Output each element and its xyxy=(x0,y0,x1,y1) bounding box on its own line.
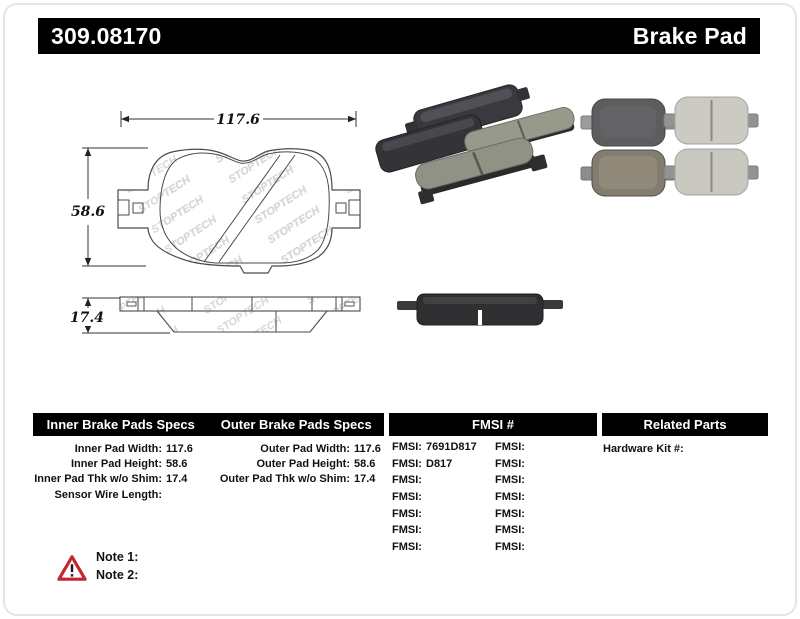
outer-pad-height-label: Outer Pad Height: xyxy=(256,458,350,471)
table-row xyxy=(392,439,477,456)
table-row xyxy=(495,539,529,556)
title-bar xyxy=(38,18,760,54)
outer-pad-width-label: Outer Pad Width: xyxy=(260,442,350,455)
part-number: 309.08170 xyxy=(51,22,162,49)
fmsi-label: FMSI: xyxy=(495,441,525,454)
photo-pads-angle xyxy=(374,80,577,205)
fmsi-label: FMSI: xyxy=(392,507,422,520)
friction-pad-outline xyxy=(160,152,329,263)
side-view-drawing xyxy=(120,297,360,332)
table-row xyxy=(392,456,477,473)
outer-pad-height-value: 58.6 xyxy=(354,458,376,471)
front-view-drawing xyxy=(118,149,360,273)
flat-pad-back-top xyxy=(581,99,676,146)
table-row xyxy=(603,441,688,456)
outer-specs-header: Outer Brake Pads Specs xyxy=(220,417,372,432)
outer-specs-table xyxy=(205,441,381,487)
table-row xyxy=(205,441,381,456)
fmsi-label: FMSI: xyxy=(392,457,422,470)
fmsi-label: FMSI: xyxy=(495,540,525,553)
table-row xyxy=(495,522,529,539)
fmsi-label: FMSI: xyxy=(495,474,525,487)
page-title: Brake Pad xyxy=(632,22,747,49)
flat-pad-friction-top xyxy=(664,97,758,144)
related-parts-header-bar xyxy=(602,413,768,436)
table-row xyxy=(20,456,193,471)
table-row xyxy=(20,487,193,502)
table-row xyxy=(20,472,193,487)
side-backing-plate xyxy=(120,297,360,311)
table-row xyxy=(20,441,193,456)
table-row xyxy=(495,472,529,489)
specs-header-bar xyxy=(33,413,384,436)
related-parts-table xyxy=(603,441,688,456)
inner-pad-width-value: 117.6 xyxy=(166,442,193,455)
inner-pad-height-label: Inner Pad Height: xyxy=(70,458,162,471)
flat-pad-back-bottom xyxy=(581,150,676,196)
notes xyxy=(96,549,138,584)
outer-pad-thickness-value: 17.4 xyxy=(354,473,376,486)
fmsi-value: D817 xyxy=(426,457,453,470)
photo-pad-edge xyxy=(397,294,563,325)
fmsi-label: FMSI: xyxy=(392,540,422,553)
left-ear-notch xyxy=(118,200,129,215)
table-row xyxy=(392,489,477,506)
outer-pad-thickness-label: Outer Pad Thk w/o Shim: xyxy=(219,473,350,486)
fmsi-label: FMSI: xyxy=(495,524,525,537)
fmsi-value: 7691D817 xyxy=(426,441,477,454)
note-2-label: Note 2: xyxy=(96,567,139,582)
fmsi-label: FMSI: xyxy=(495,491,525,504)
fmsi-label: FMSI: xyxy=(392,441,422,454)
related-parts-header: Related Parts xyxy=(643,417,727,432)
figures-canvas xyxy=(0,60,800,410)
warning-triangle-icon xyxy=(57,554,87,582)
table-row xyxy=(495,439,529,456)
fmsi-column-2 xyxy=(495,439,529,555)
table-row xyxy=(392,505,477,522)
side-left-slot xyxy=(127,302,136,306)
table-row xyxy=(495,505,529,522)
fmsi-label: FMSI: xyxy=(392,491,422,504)
table-row xyxy=(205,456,381,471)
inner-pad-height-value: 58.6 xyxy=(166,458,188,471)
table-row xyxy=(205,472,381,487)
outer-pad-width-value: 117.6 xyxy=(354,442,381,455)
inner-specs-table xyxy=(20,441,193,503)
table-row xyxy=(495,489,529,506)
width-dimension-label: 117.6 xyxy=(216,112,260,128)
table-row xyxy=(495,456,529,473)
hardware-kit-label: Hardware Kit #: xyxy=(603,442,684,455)
fmsi-header: FMSI # xyxy=(472,417,514,432)
fmsi-label: FMSI: xyxy=(392,524,422,537)
inner-pad-thickness-value: 17.4 xyxy=(166,473,188,486)
note-1-label: Note 1: xyxy=(96,550,139,564)
inner-pad-thickness-label: Inner Pad Thk w/o Shim: xyxy=(34,473,162,486)
table-row xyxy=(392,539,477,556)
sensor-wire-length-label: Sensor Wire Length: xyxy=(54,488,162,501)
fmsi-label: FMSI: xyxy=(495,507,525,520)
fmsi-label: FMSI: xyxy=(495,457,525,470)
side-friction-material xyxy=(157,311,327,332)
fmsi-label: FMSI: xyxy=(392,474,422,487)
fmsi-header-bar xyxy=(389,413,597,436)
table-row xyxy=(392,472,477,489)
table-row xyxy=(392,522,477,539)
thickness-dimension-label: 17.4 xyxy=(69,310,105,326)
flat-pad-friction-bottom xyxy=(664,149,758,195)
inner-pad-width-label: Inner Pad Width: xyxy=(74,442,162,455)
right-ear-notch xyxy=(349,200,360,215)
height-dimension-label: 58.6 xyxy=(70,204,106,220)
fmsi-column-1 xyxy=(392,439,477,555)
photo-pads-flat xyxy=(581,97,758,196)
inner-specs-header: Inner Brake Pads Specs xyxy=(46,417,195,432)
side-right-slot xyxy=(345,302,354,306)
